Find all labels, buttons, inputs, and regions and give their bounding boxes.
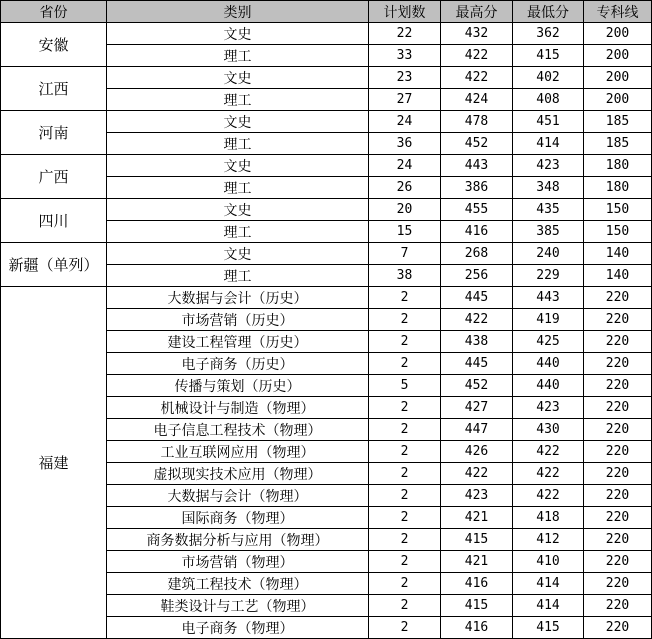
min-score-cell: 422 [513, 485, 584, 507]
category-cell: 大数据与会计（物理） [107, 485, 369, 507]
max-score-cell: 386 [441, 177, 513, 199]
max-score-cell: 416 [441, 221, 513, 243]
max-score-cell: 424 [441, 89, 513, 111]
category-cell: 国际商务（物理） [107, 507, 369, 529]
threshold-cell: 220 [584, 485, 652, 507]
threshold-cell: 200 [584, 67, 652, 89]
max-score-cell: 426 [441, 441, 513, 463]
max-score-cell: 452 [441, 133, 513, 155]
category-cell: 理工 [107, 133, 369, 155]
plan-count-cell: 22 [369, 23, 441, 45]
province-cell: 广西 [1, 155, 107, 199]
max-score-cell: 415 [441, 529, 513, 551]
max-score-cell: 427 [441, 397, 513, 419]
min-score-cell: 435 [513, 199, 584, 221]
plan-count-cell: 2 [369, 419, 441, 441]
category-cell: 理工 [107, 221, 369, 243]
category-cell: 传播与策划（历史） [107, 375, 369, 397]
threshold-cell: 220 [584, 419, 652, 441]
threshold-cell: 220 [584, 309, 652, 331]
min-score-cell: 443 [513, 287, 584, 309]
max-score-cell: 416 [441, 573, 513, 595]
category-cell: 市场营销（历史） [107, 309, 369, 331]
category-cell: 鞋类设计与工艺（物理） [107, 595, 369, 617]
plan-count-cell: 24 [369, 155, 441, 177]
province-cell: 江西 [1, 67, 107, 111]
min-score-cell: 229 [513, 265, 584, 287]
threshold-cell: 220 [584, 573, 652, 595]
threshold-cell: 200 [584, 89, 652, 111]
plan-count-cell: 2 [369, 529, 441, 551]
plan-count-cell: 20 [369, 199, 441, 221]
threshold-cell: 220 [584, 507, 652, 529]
category-cell: 文史 [107, 199, 369, 221]
category-cell: 文史 [107, 67, 369, 89]
max-score-cell: 478 [441, 111, 513, 133]
threshold-cell: 220 [584, 441, 652, 463]
min-score-cell: 414 [513, 595, 584, 617]
plan-count-cell: 15 [369, 221, 441, 243]
threshold-cell: 140 [584, 243, 652, 265]
category-cell: 文史 [107, 23, 369, 45]
header-plan: 计划数 [369, 1, 441, 23]
category-cell: 大数据与会计（历史） [107, 287, 369, 309]
header-province: 省份 [1, 1, 107, 23]
threshold-cell: 140 [584, 265, 652, 287]
plan-count-cell: 7 [369, 243, 441, 265]
header-category: 类别 [107, 1, 369, 23]
category-cell: 建设工程管理（历史） [107, 331, 369, 353]
plan-count-cell: 33 [369, 45, 441, 67]
plan-count-cell: 2 [369, 485, 441, 507]
category-cell: 电子商务（历史） [107, 353, 369, 375]
min-score-cell: 422 [513, 441, 584, 463]
min-score-cell: 412 [513, 529, 584, 551]
max-score-cell: 256 [441, 265, 513, 287]
min-score-cell: 408 [513, 89, 584, 111]
table-row [1, 243, 652, 265]
threshold-cell: 200 [584, 45, 652, 67]
threshold-cell: 220 [584, 529, 652, 551]
category-cell: 文史 [107, 111, 369, 133]
province-cell: 安徽 [1, 23, 107, 67]
min-score-cell: 440 [513, 375, 584, 397]
threshold-cell: 220 [584, 463, 652, 485]
plan-count-cell: 2 [369, 551, 441, 573]
min-score-cell: 348 [513, 177, 584, 199]
plan-count-cell: 26 [369, 177, 441, 199]
threshold-cell: 150 [584, 221, 652, 243]
min-score-cell: 414 [513, 133, 584, 155]
table-row [1, 23, 652, 45]
category-cell: 建筑工程技术（物理） [107, 573, 369, 595]
category-cell: 机械设计与制造（物理） [107, 397, 369, 419]
threshold-cell: 220 [584, 287, 652, 309]
province-cell: 四川 [1, 199, 107, 243]
min-score-cell: 410 [513, 551, 584, 573]
category-cell: 文史 [107, 155, 369, 177]
threshold-cell: 180 [584, 155, 652, 177]
category-cell: 虚拟现实技术应用（物理） [107, 463, 369, 485]
max-score-cell: 423 [441, 485, 513, 507]
province-cell: 福建 [1, 287, 107, 639]
threshold-cell: 220 [584, 551, 652, 573]
min-score-cell: 451 [513, 111, 584, 133]
table-row [1, 287, 652, 309]
table-row [1, 111, 652, 133]
category-cell: 工业互联网应用（物理） [107, 441, 369, 463]
max-score-cell: 416 [441, 617, 513, 639]
max-score-cell: 422 [441, 309, 513, 331]
plan-count-cell: 2 [369, 595, 441, 617]
province-cell: 河南 [1, 111, 107, 155]
plan-count-cell: 23 [369, 67, 441, 89]
table-row [1, 199, 652, 221]
plan-count-cell: 2 [369, 309, 441, 331]
category-cell: 理工 [107, 45, 369, 67]
threshold-cell: 200 [584, 23, 652, 45]
max-score-cell: 422 [441, 45, 513, 67]
province-cell: 新疆（单列） [1, 243, 107, 287]
header-min-score: 最低分 [513, 1, 584, 23]
plan-count-cell: 2 [369, 353, 441, 375]
threshold-cell: 150 [584, 199, 652, 221]
max-score-cell: 445 [441, 287, 513, 309]
category-cell: 电子信息工程技术（物理） [107, 419, 369, 441]
table-row [1, 155, 652, 177]
threshold-cell: 220 [584, 331, 652, 353]
category-cell: 文史 [107, 243, 369, 265]
max-score-cell: 455 [441, 199, 513, 221]
plan-count-cell: 2 [369, 441, 441, 463]
plan-count-cell: 38 [369, 265, 441, 287]
threshold-cell: 220 [584, 397, 652, 419]
threshold-cell: 220 [584, 595, 652, 617]
table-row [1, 67, 652, 89]
header-row [1, 1, 652, 23]
threshold-cell: 185 [584, 133, 652, 155]
max-score-cell: 415 [441, 595, 513, 617]
min-score-cell: 419 [513, 309, 584, 331]
category-cell: 理工 [107, 265, 369, 287]
plan-count-cell: 24 [369, 111, 441, 133]
category-cell: 理工 [107, 89, 369, 111]
threshold-cell: 220 [584, 375, 652, 397]
min-score-cell: 240 [513, 243, 584, 265]
max-score-cell: 432 [441, 23, 513, 45]
plan-count-cell: 2 [369, 573, 441, 595]
table-body [1, 23, 652, 639]
max-score-cell: 447 [441, 419, 513, 441]
max-score-cell: 445 [441, 353, 513, 375]
min-score-cell: 422 [513, 463, 584, 485]
min-score-cell: 362 [513, 23, 584, 45]
plan-count-cell: 2 [369, 397, 441, 419]
category-cell: 电子商务（物理） [107, 617, 369, 639]
min-score-cell: 418 [513, 507, 584, 529]
plan-count-cell: 2 [369, 617, 441, 639]
plan-count-cell: 27 [369, 89, 441, 111]
category-cell: 理工 [107, 177, 369, 199]
plan-count-cell: 36 [369, 133, 441, 155]
category-cell: 商务数据分析与应用（物理） [107, 529, 369, 551]
plan-count-cell: 2 [369, 507, 441, 529]
max-score-cell: 443 [441, 155, 513, 177]
plan-count-cell: 2 [369, 287, 441, 309]
plan-count-cell: 2 [369, 463, 441, 485]
max-score-cell: 268 [441, 243, 513, 265]
min-score-cell: 385 [513, 221, 584, 243]
threshold-cell: 220 [584, 617, 652, 639]
min-score-cell: 423 [513, 397, 584, 419]
min-score-cell: 430 [513, 419, 584, 441]
max-score-cell: 452 [441, 375, 513, 397]
min-score-cell: 425 [513, 331, 584, 353]
category-cell: 市场营销（物理） [107, 551, 369, 573]
max-score-cell: 421 [441, 551, 513, 573]
max-score-cell: 438 [441, 331, 513, 353]
threshold-cell: 185 [584, 111, 652, 133]
threshold-cell: 220 [584, 353, 652, 375]
min-score-cell: 415 [513, 45, 584, 67]
max-score-cell: 422 [441, 463, 513, 485]
max-score-cell: 422 [441, 67, 513, 89]
header-max-score: 最高分 [441, 1, 513, 23]
header-threshold: 专科线 [584, 1, 652, 23]
min-score-cell: 440 [513, 353, 584, 375]
min-score-cell: 402 [513, 67, 584, 89]
min-score-cell: 414 [513, 573, 584, 595]
plan-count-cell: 2 [369, 331, 441, 353]
min-score-cell: 423 [513, 155, 584, 177]
min-score-cell: 415 [513, 617, 584, 639]
threshold-cell: 180 [584, 177, 652, 199]
max-score-cell: 421 [441, 507, 513, 529]
plan-count-cell: 5 [369, 375, 441, 397]
